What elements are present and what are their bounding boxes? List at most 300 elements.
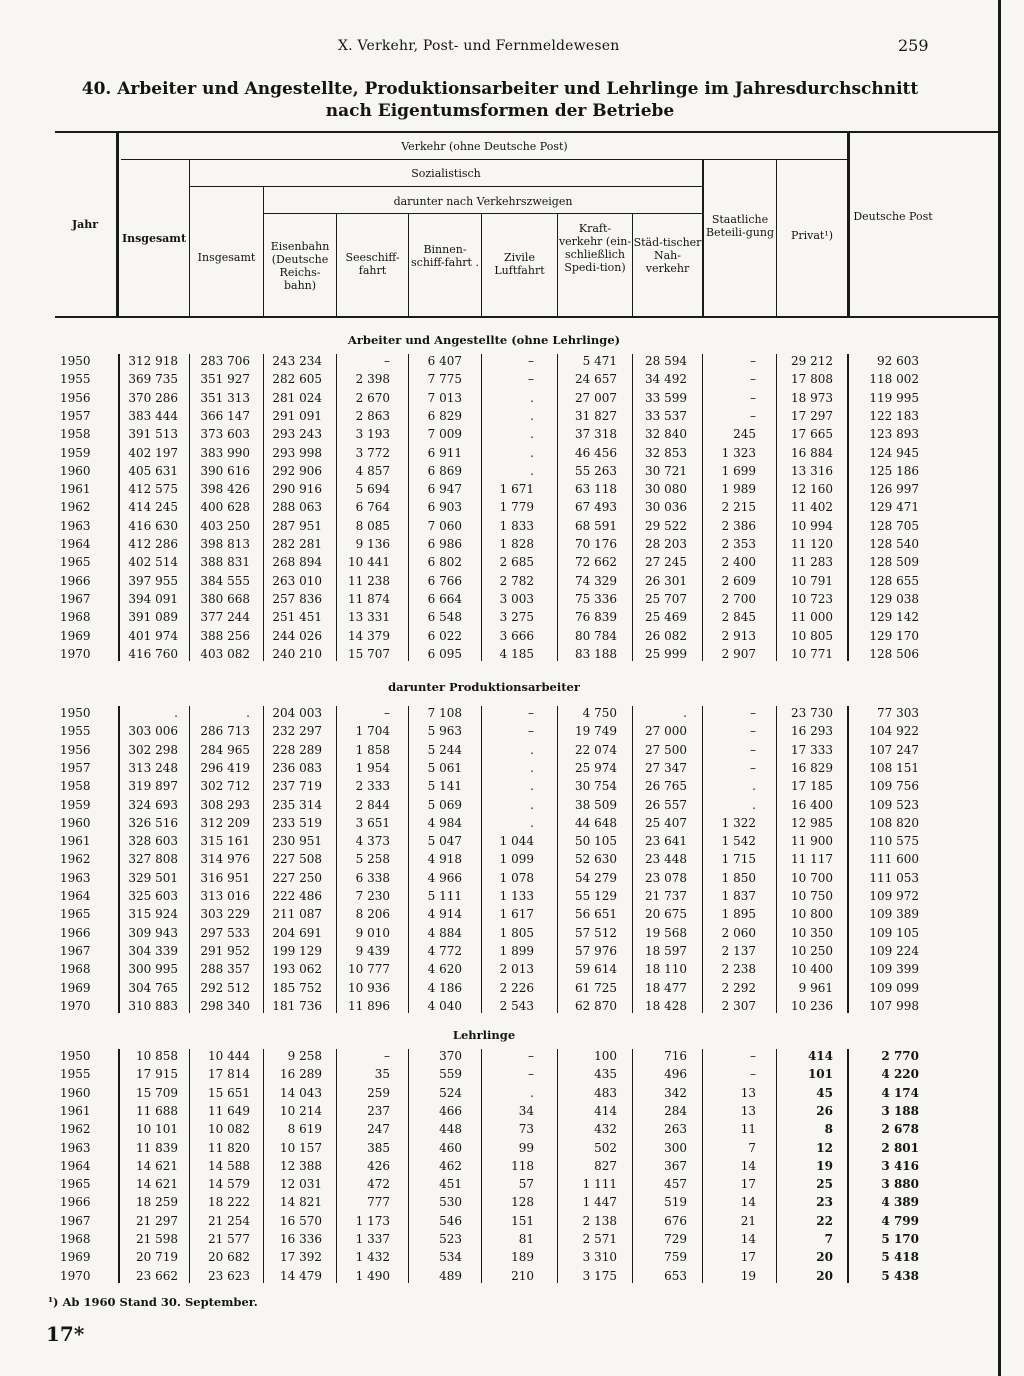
cell-zivile-luftfahrt: 2 782 <box>499 573 534 588</box>
cell-zivile-luftfahrt: 1 078 <box>499 870 534 885</box>
cell-deutsche-post: 126 997 <box>869 482 919 497</box>
cell-binnenschiffahrt: 4 914 <box>427 907 462 922</box>
header-sozialistisch: Sozialistisch <box>411 167 481 180</box>
cell-kraftverkehr: 56 651 <box>575 907 617 922</box>
cell-eisenbahn: 227 250 <box>272 870 322 885</box>
cell-insgesamt: 313 248 <box>128 760 178 775</box>
cell-staatliche-beteiligung: 2 137 <box>721 943 756 958</box>
cell-zivile-luftfahrt: . <box>530 797 534 812</box>
table-row <box>60 869 940 887</box>
cell-binnenschiffahrt: 448 <box>439 1122 462 1137</box>
cell-sozialistisch-insgesamt: 308 293 <box>200 797 250 812</box>
cell-deutsche-post: 92 603 <box>877 354 919 368</box>
cell-kraftverkehr: 22 074 <box>575 742 617 757</box>
cell-year: 1959 <box>60 797 91 812</box>
cell-seeschiffahrt: 2 398 <box>355 372 390 387</box>
cell-insgesamt: 315 924 <box>128 907 178 922</box>
table-row <box>60 1047 940 1065</box>
cell-eisenbahn: 288 063 <box>272 500 322 515</box>
cell-seeschiffahrt: 385 <box>367 1140 390 1155</box>
cell-zivile-luftfahrt: 1 671 <box>499 482 534 497</box>
cell-binnenschiffahrt: 6 829 <box>427 408 462 423</box>
cell-staatliche-beteiligung: 2 060 <box>721 925 756 940</box>
cell-kraftverkehr: 68 591 <box>575 518 617 533</box>
cell-privat: 10 700 <box>791 870 833 885</box>
cell-kraftverkehr: 76 839 <box>575 610 617 625</box>
cell-privat: 10 236 <box>791 998 833 1013</box>
cell-binnenschiffahrt: 534 <box>439 1250 462 1265</box>
cell-binnenschiffahrt: 4 620 <box>427 962 462 977</box>
cell-privat: 10 350 <box>791 925 833 940</box>
cell-insgesamt: 401 974 <box>128 628 178 643</box>
cell-staedtischer-nahverkehr: 263 <box>664 1122 687 1137</box>
cell-deutsche-post: 118 002 <box>869 372 919 387</box>
cell-zivile-luftfahrt: 73 <box>518 1122 534 1137</box>
cell-zivile-luftfahrt: 1 044 <box>499 834 534 849</box>
cell-privat: 8 <box>824 1122 833 1137</box>
cell-zivile-luftfahrt: 1 133 <box>499 889 534 903</box>
cell-staedtischer-nahverkehr: 27 500 <box>645 742 687 757</box>
cell-deutsche-post: 109 972 <box>869 889 919 903</box>
cell-year: 1969 <box>60 628 91 643</box>
cell-sozialistisch-insgesamt: 351 313 <box>200 390 250 405</box>
header-insgesamt-verkehr: Insgesamt <box>121 232 187 245</box>
cell-zivile-luftfahrt: 1 833 <box>499 518 534 533</box>
cell-binnenschiffahrt: 546 <box>439 1213 462 1228</box>
cell-kraftverkehr: 1 447 <box>582 1195 617 1210</box>
cell-sozialistisch-insgesamt: 390 616 <box>200 463 250 478</box>
cell-privat: 10 791 <box>791 573 833 588</box>
cell-year: 1956 <box>60 390 91 405</box>
cell-privat: 16 829 <box>791 760 833 775</box>
cell-privat: 16 400 <box>791 797 833 812</box>
cell-eisenbahn: 251 451 <box>272 610 322 625</box>
cell-staatliche-beteiligung: – <box>750 408 756 423</box>
cell-staatliche-beteiligung: 13 <box>740 1103 756 1118</box>
cell-staatliche-beteiligung: 14 <box>740 1158 756 1173</box>
cell-staedtischer-nahverkehr: 27 245 <box>645 555 687 570</box>
cell-privat: 25 <box>816 1177 833 1192</box>
cell-eisenbahn: 193 062 <box>272 962 322 977</box>
cell-eisenbahn: 240 210 <box>272 646 322 661</box>
cell-year: 1955 <box>60 724 91 739</box>
cell-deutsche-post: 129 038 <box>869 591 919 606</box>
cell-year: 1970 <box>60 1268 91 1283</box>
cell-insgesamt: 15 709 <box>136 1085 178 1100</box>
cell-year: 1967 <box>60 943 91 958</box>
cell-kraftverkehr: 2 571 <box>582 1232 617 1246</box>
cell-year: 1966 <box>60 1195 91 1210</box>
cell-staedtischer-nahverkehr: 25 407 <box>645 815 687 830</box>
cell-insgesamt: 394 091 <box>128 591 178 606</box>
table-row <box>60 590 940 608</box>
cell-sozialistisch-insgesamt: 400 628 <box>200 500 250 515</box>
cell-insgesamt: 324 693 <box>128 797 178 812</box>
cell-seeschiffahrt: 1 954 <box>355 760 390 775</box>
table-row <box>60 979 940 997</box>
cell-insgesamt: 416 630 <box>128 518 178 533</box>
cell-zivile-luftfahrt: – <box>528 1049 534 1063</box>
cell-staedtischer-nahverkehr: 32 840 <box>645 427 687 442</box>
cell-insgesamt: 402 197 <box>128 445 178 460</box>
table-row <box>60 480 940 498</box>
cell-staedtischer-nahverkehr: 25 707 <box>645 591 687 606</box>
cell-privat: 10 400 <box>791 962 833 977</box>
cell-kraftverkehr: 57 976 <box>575 943 617 958</box>
cell-insgesamt: 402 514 <box>128 555 178 570</box>
table-row <box>60 389 940 407</box>
cell-eisenbahn: 181 736 <box>272 998 322 1013</box>
cell-staatliche-beteiligung: – <box>750 706 756 720</box>
cell-kraftverkehr: 67 493 <box>575 500 617 515</box>
cell-year: 1961 <box>60 1103 91 1118</box>
table-row <box>60 704 940 722</box>
cell-seeschiffahrt: – <box>384 354 390 368</box>
cell-insgesamt: 370 286 <box>128 390 178 405</box>
cell-sozialistisch-insgesamt: 296 419 <box>200 760 250 775</box>
cell-sozialistisch-insgesamt: . <box>246 706 250 720</box>
cell-seeschiffahrt: 3 651 <box>355 815 390 830</box>
cell-eisenbahn: 287 951 <box>272 518 322 533</box>
cell-seeschiffahrt: 259 <box>367 1085 390 1100</box>
cell-binnenschiffahrt: 530 <box>439 1195 462 1210</box>
cell-eisenbahn: 204 691 <box>272 925 322 940</box>
cell-staedtischer-nahverkehr: 30 080 <box>645 482 687 497</box>
cell-eisenbahn: 16 570 <box>280 1213 322 1228</box>
cell-staatliche-beteiligung: 2 400 <box>721 555 756 570</box>
cell-staatliche-beteiligung: 2 700 <box>721 591 756 606</box>
table-row <box>60 1267 940 1285</box>
cell-deutsche-post: 4 174 <box>881 1085 919 1100</box>
cell-binnenschiffahrt: 466 <box>439 1103 462 1118</box>
cell-deutsche-post: 3 188 <box>881 1103 919 1118</box>
cell-staedtischer-nahverkehr: 28 203 <box>645 537 687 551</box>
cell-sozialistisch-insgesamt: 398 813 <box>200 537 250 551</box>
table-row <box>60 924 940 942</box>
cell-eisenbahn: 12 031 <box>280 1177 322 1192</box>
cell-eisenbahn: 199 129 <box>272 943 322 958</box>
cell-eisenbahn: 8 619 <box>287 1122 322 1137</box>
cell-staedtischer-nahverkehr: 284 <box>664 1103 687 1118</box>
cell-insgesamt: 397 955 <box>128 573 178 588</box>
cell-binnenschiffahrt: 4 772 <box>427 943 462 958</box>
cell-binnenschiffahrt: 451 <box>439 1177 462 1192</box>
cell-insgesamt: 416 760 <box>128 646 178 661</box>
cell-insgesamt: 17 915 <box>136 1067 178 1082</box>
cell-sozialistisch-insgesamt: 21 254 <box>208 1213 250 1228</box>
cell-kraftverkehr: 30 754 <box>575 779 617 794</box>
cell-eisenbahn: 236 083 <box>272 760 322 775</box>
cell-staedtischer-nahverkehr: 28 594 <box>645 354 687 368</box>
cell-sozialistisch-insgesamt: 284 965 <box>200 742 250 757</box>
cell-seeschiffahrt: 4 373 <box>355 834 390 849</box>
cell-staedtischer-nahverkehr: 23 641 <box>645 834 687 849</box>
cell-binnenschiffahrt: 7 013 <box>427 390 462 405</box>
cell-kraftverkehr: 4 750 <box>582 706 617 720</box>
cell-staatliche-beteiligung: 2 307 <box>721 998 756 1013</box>
cell-privat: 13 316 <box>791 463 833 478</box>
cell-sozialistisch-insgesamt: 298 340 <box>200 998 250 1013</box>
cell-deutsche-post: 128 655 <box>869 573 919 588</box>
cell-staedtischer-nahverkehr: 653 <box>664 1268 687 1283</box>
header-insgesamt-sozialistisch: Insgesamt <box>197 251 256 264</box>
header-rule-verkehr <box>121 159 848 160</box>
cell-year: 1970 <box>60 998 91 1013</box>
cell-seeschiffahrt: 11 896 <box>348 998 390 1013</box>
cell-deutsche-post: 2 678 <box>881 1122 919 1137</box>
cell-sozialistisch-insgesamt: 383 990 <box>200 445 250 460</box>
cell-insgesamt: 300 995 <box>128 962 178 977</box>
cell-seeschiffahrt: – <box>384 1049 390 1063</box>
cell-seeschiffahrt: 4 857 <box>355 463 390 478</box>
cell-binnenschiffahrt: 460 <box>439 1140 462 1155</box>
cell-sozialistisch-insgesamt: 403 082 <box>200 646 250 661</box>
cell-sozialistisch-insgesamt: 384 555 <box>200 573 250 588</box>
cell-insgesamt: 20 719 <box>136 1250 178 1265</box>
cell-staatliche-beteiligung: . <box>752 797 756 812</box>
cell-eisenbahn: 232 297 <box>272 724 322 739</box>
page-edge-rule <box>998 0 1001 1376</box>
cell-sozialistisch-insgesamt: 316 951 <box>200 870 250 885</box>
cell-zivile-luftfahrt: 99 <box>518 1140 534 1155</box>
cell-eisenbahn: 211 087 <box>272 907 322 922</box>
cell-staatliche-beteiligung: 1 837 <box>721 889 756 903</box>
cell-year: 1962 <box>60 1122 91 1137</box>
cell-seeschiffahrt: 472 <box>367 1177 390 1192</box>
cell-kraftverkehr: 62 870 <box>575 998 617 1013</box>
cell-privat: 10 750 <box>791 889 833 903</box>
cell-staatliche-beteiligung: 2 845 <box>721 610 756 625</box>
cell-deutsche-post: 108 820 <box>869 815 919 830</box>
cell-staedtischer-nahverkehr: 21 737 <box>645 889 687 903</box>
cell-staedtischer-nahverkehr: 30 721 <box>645 463 687 478</box>
cell-kraftverkehr: 827 <box>594 1158 617 1173</box>
cell-staatliche-beteiligung: 1 989 <box>721 482 756 497</box>
table-row <box>60 553 940 571</box>
cell-insgesamt: 11 688 <box>136 1103 178 1118</box>
cell-insgesamt: 329 501 <box>128 870 178 885</box>
table-row <box>60 887 940 905</box>
cell-privat: 23 <box>816 1195 833 1210</box>
cell-staedtischer-nahverkehr: 32 853 <box>645 445 687 460</box>
cell-staedtischer-nahverkehr: 33 599 <box>645 390 687 405</box>
cell-staatliche-beteiligung: . <box>752 779 756 794</box>
cell-seeschiffahrt: 6 338 <box>355 870 390 885</box>
cell-insgesamt: 412 575 <box>128 482 178 497</box>
page-number: 259 <box>898 36 929 55</box>
cell-binnenschiffahrt: 6 407 <box>427 354 462 368</box>
cell-privat: 11 283 <box>791 555 833 570</box>
cell-deutsche-post: 4 799 <box>881 1213 919 1228</box>
cell-binnenschiffahrt: 6 664 <box>427 591 462 606</box>
cell-binnenschiffahrt: 524 <box>439 1085 462 1100</box>
cell-zivile-luftfahrt: . <box>530 427 534 442</box>
cell-kraftverkehr: 74 329 <box>575 573 617 588</box>
cell-staedtischer-nahverkehr: 23 078 <box>645 870 687 885</box>
cell-deutsche-post: 109 099 <box>869 980 919 995</box>
cell-sozialistisch-insgesamt: 11 820 <box>208 1140 250 1155</box>
cell-binnenschiffahrt: 4 966 <box>427 870 462 885</box>
cell-binnenschiffahrt: 4 918 <box>427 852 462 867</box>
cell-seeschiffahrt: 10 936 <box>348 980 390 995</box>
cell-eisenbahn: 244 026 <box>272 628 322 643</box>
table-row <box>60 352 940 370</box>
cell-zivile-luftfahrt: – <box>528 724 534 739</box>
section-title: Arbeiter und Angestellte (ohne Lehrlinge) <box>347 333 621 347</box>
cell-eisenbahn: 293 998 <box>272 445 322 460</box>
cell-insgesamt: 310 883 <box>128 998 178 1013</box>
cell-seeschiffahrt: 2 844 <box>355 797 390 812</box>
cell-kraftverkehr: 100 <box>594 1049 617 1063</box>
cell-eisenbahn: 230 951 <box>272 834 322 849</box>
cell-privat: 20 <box>816 1250 833 1265</box>
cell-insgesamt: 10 101 <box>136 1122 178 1137</box>
cell-eisenbahn: 228 289 <box>272 742 322 757</box>
cell-eisenbahn: 14 043 <box>280 1085 322 1100</box>
cell-kraftverkehr: 432 <box>594 1122 617 1137</box>
cell-privat: 20 <box>816 1268 833 1283</box>
cell-zivile-luftfahrt: 1 899 <box>499 943 534 958</box>
cell-deutsche-post: 119 995 <box>869 390 919 405</box>
cell-eisenbahn: 14 479 <box>280 1268 322 1283</box>
cell-sozialistisch-insgesamt: 388 831 <box>200 555 250 570</box>
cell-deutsche-post: 109 389 <box>869 907 919 922</box>
cell-deutsche-post: 109 756 <box>869 779 919 794</box>
cell-kraftverkehr: 2 138 <box>582 1213 617 1228</box>
table-title <box>60 78 940 122</box>
cell-binnenschiffahrt: 5 963 <box>427 724 462 739</box>
cell-deutsche-post: 5 418 <box>881 1250 919 1265</box>
cell-zivile-luftfahrt: 189 <box>511 1250 534 1265</box>
cell-zivile-luftfahrt: . <box>530 390 534 405</box>
header-bottom-rule <box>55 316 998 318</box>
cell-deutsche-post: 3 416 <box>881 1158 919 1173</box>
cell-staatliche-beteiligung: 19 <box>740 1268 756 1283</box>
cell-eisenbahn: 237 719 <box>272 779 322 794</box>
cell-year: 1957 <box>60 760 91 775</box>
cell-binnenschiffahrt: 5 111 <box>427 889 462 903</box>
cell-kraftverkehr: 3 310 <box>582 1250 617 1265</box>
cell-year: 1957 <box>60 408 91 423</box>
cell-eisenbahn: 14 821 <box>280 1195 322 1210</box>
table-row <box>60 832 940 850</box>
cell-privat: 22 <box>816 1213 833 1228</box>
table-row <box>60 722 940 740</box>
cell-deutsche-post: 104 922 <box>869 724 919 739</box>
cell-zivile-luftfahrt: – <box>528 1067 534 1082</box>
cell-sozialistisch-insgesamt: 18 222 <box>208 1195 250 1210</box>
section-title: Lehrlinge <box>452 1028 516 1042</box>
cell-staatliche-beteiligung: – <box>750 1067 756 1082</box>
cell-staatliche-beteiligung: 14 <box>740 1195 756 1210</box>
cell-eisenbahn: 9 258 <box>287 1049 322 1063</box>
cell-insgesamt: 319 897 <box>128 779 178 794</box>
cell-eisenbahn: 10 214 <box>280 1103 322 1118</box>
cell-kraftverkehr: 25 974 <box>575 760 617 775</box>
cell-sozialistisch-insgesamt: 303 229 <box>200 907 250 922</box>
cell-sozialistisch-insgesamt: 351 927 <box>200 372 250 387</box>
cell-binnenschiffahrt: 462 <box>439 1158 462 1173</box>
cell-insgesamt: 23 662 <box>136 1268 178 1283</box>
cell-zivile-luftfahrt: 3 003 <box>499 591 534 606</box>
header-privat: Privat¹) <box>790 229 834 242</box>
header-deutsche-post: Deutsche Post <box>853 210 933 223</box>
cell-deutsche-post: 5 438 <box>881 1268 919 1283</box>
cell-seeschiffahrt: 7 230 <box>355 889 390 903</box>
cell-year: 1965 <box>60 555 91 570</box>
cell-privat: 26 <box>816 1103 833 1118</box>
cell-insgesamt: 302 298 <box>128 742 178 757</box>
table-row <box>60 1175 940 1193</box>
cell-zivile-luftfahrt: 210 <box>511 1268 534 1283</box>
cell-staedtischer-nahverkehr: 34 492 <box>645 372 687 387</box>
cell-deutsche-post: 107 998 <box>869 998 919 1013</box>
cell-staedtischer-nahverkehr: 33 537 <box>645 408 687 423</box>
cell-staedtischer-nahverkehr: 19 568 <box>645 925 687 940</box>
header-seeschiffahrt: Seeschiff-fahrt <box>345 251 400 277</box>
cell-kraftverkehr: 414 <box>594 1103 617 1118</box>
table-row <box>60 814 940 832</box>
cell-binnenschiffahrt: 7 775 <box>427 372 462 387</box>
cell-sozialistisch-insgesamt: 20 682 <box>208 1250 250 1265</box>
cell-seeschiffahrt: 5 258 <box>355 852 390 867</box>
cell-privat: 23 730 <box>791 706 833 720</box>
cell-seeschiffahrt: 9 010 <box>355 925 390 940</box>
cell-privat: 10 800 <box>791 907 833 922</box>
cell-staatliche-beteiligung: 21 <box>740 1213 756 1228</box>
cell-staatliche-beteiligung: 2 609 <box>721 573 756 588</box>
cell-staedtischer-nahverkehr: 25 999 <box>645 646 687 661</box>
cell-staatliche-beteiligung: 17 <box>740 1177 756 1192</box>
cell-staatliche-beteiligung: – <box>750 354 756 368</box>
header-verkehr: Verkehr (ohne Deutsche Post) <box>401 140 568 153</box>
cell-sozialistisch-insgesamt: 288 357 <box>200 962 250 977</box>
cell-seeschiffahrt: – <box>384 706 390 720</box>
cell-deutsche-post: 122 183 <box>869 408 919 423</box>
cell-kraftverkehr: 61 725 <box>575 980 617 995</box>
cell-eisenbahn: 204 003 <box>272 706 322 720</box>
cell-binnenschiffahrt: 4 884 <box>427 925 462 940</box>
cell-binnenschiffahrt: 5 141 <box>427 779 462 794</box>
cell-staatliche-beteiligung: 2 913 <box>721 628 756 643</box>
cell-insgesamt: 383 444 <box>128 408 178 423</box>
cell-zivile-luftfahrt: 2 226 <box>499 980 534 995</box>
cell-year: 1966 <box>60 573 91 588</box>
header-darunter: darunter nach Verkehrszweigen <box>393 195 573 208</box>
cell-privat: 12 160 <box>791 482 833 497</box>
cell-staedtischer-nahverkehr: 27 000 <box>645 724 687 739</box>
header-vrule <box>189 160 190 316</box>
cell-year: 1969 <box>60 980 91 995</box>
cell-sozialistisch-insgesamt: 10 082 <box>208 1122 250 1137</box>
cell-insgesamt: 405 631 <box>128 463 178 478</box>
cell-privat: 7 <box>824 1232 833 1246</box>
cell-binnenschiffahrt: 7 108 <box>427 706 462 720</box>
cell-insgesamt: 312 918 <box>128 354 178 368</box>
cell-staatliche-beteiligung: – <box>750 390 756 405</box>
cell-binnenschiffahrt: 4 984 <box>427 815 462 830</box>
table-row <box>60 1230 940 1248</box>
cell-eisenbahn: 290 916 <box>272 482 322 497</box>
cell-deutsche-post: 107 247 <box>869 742 919 757</box>
cell-insgesamt: 21 297 <box>136 1213 178 1228</box>
cell-year: 1958 <box>60 427 91 442</box>
cell-eisenbahn: 16 289 <box>280 1067 322 1082</box>
cell-zivile-luftfahrt: 81 <box>518 1232 534 1246</box>
cell-insgesamt: 14 621 <box>136 1158 178 1173</box>
cell-sozialistisch-insgesamt: 283 706 <box>200 354 250 368</box>
cell-staatliche-beteiligung: 1 322 <box>721 815 756 830</box>
